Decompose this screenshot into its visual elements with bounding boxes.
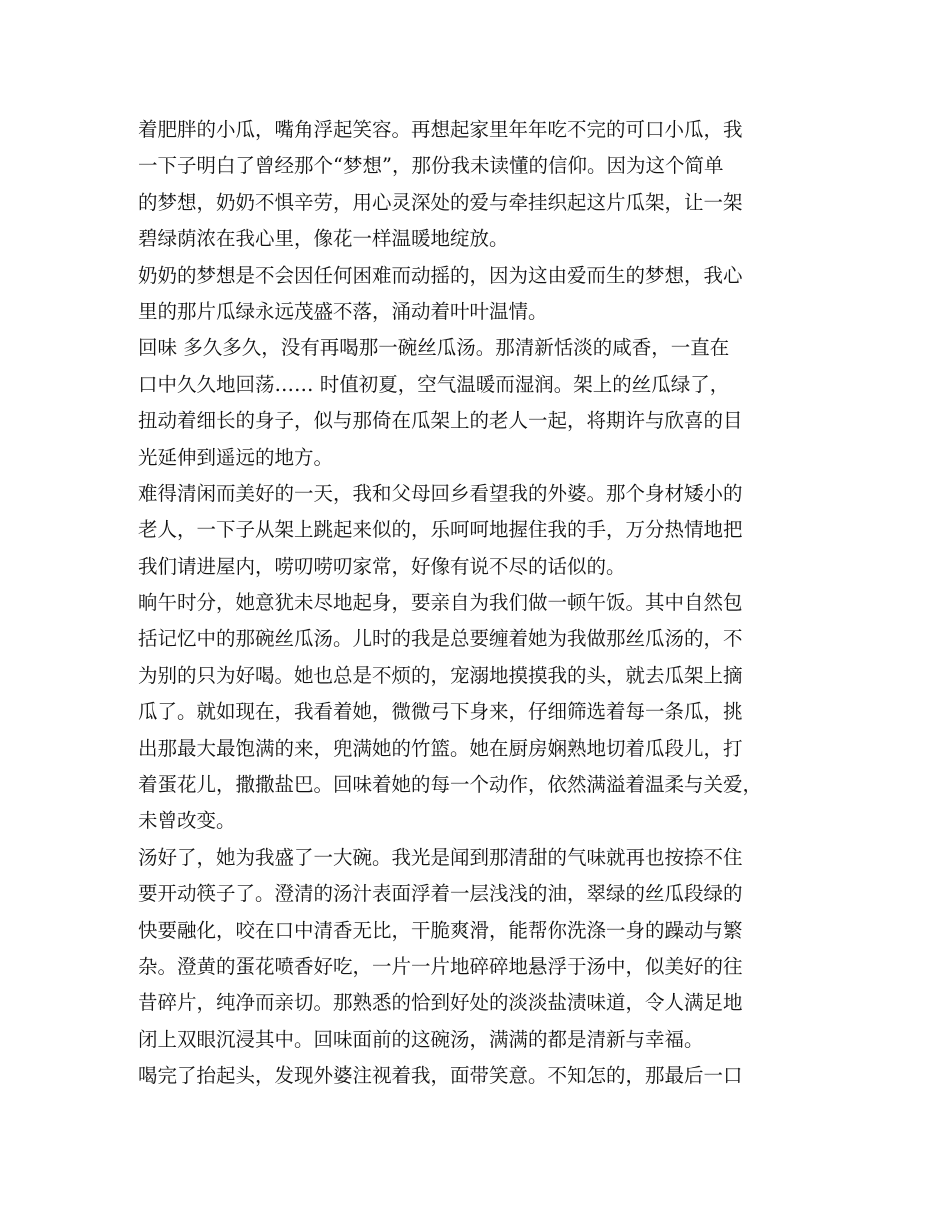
text-line: 一下子明白了曾经那个“梦想”，那份我未读懂的信仰。因为这个简单 <box>138 154 724 178</box>
text-line: 为别的只为好喝。她也总是不烦的，宠溺地摸摸我的头，就去瓜架上摘 <box>138 663 743 687</box>
text-line: 着蛋花儿，撒撒盐巴。回味着她的每一个动作，依然满溢着温柔与关爱， <box>138 773 763 797</box>
text-line: 杂。澄黄的蛋花喷香好吃，一片一片地碎碎地悬浮于汤中，似美好的往 <box>138 954 743 978</box>
text-line: 汤好了，她为我盛了一大碗。我光是闻到那清甜的气味就再也按捺不住 <box>138 845 743 869</box>
body-text <box>138 112 828 1095</box>
text-line: 晌午时分，她意犹未尽地起身，要亲自为我们做一顿午饭。其中自然包 <box>138 591 743 615</box>
text-line: 奶奶的梦想是不会因任何困难而动摇的，因为这由爱而生的梦想，我心 <box>138 263 743 287</box>
text-line: 闭上双眼沉浸其中。回味面前的这碗汤，满满的都是清新与幸福。 <box>138 1027 704 1051</box>
text-line: 昔碎片，纯净而亲切。那熟悉的恰到好处的淡淡盐渍味道，令人满足地 <box>138 991 743 1015</box>
text-line: 难得清闲而美好的一天，我和父母回乡看望我的外婆。那个身材矮小的 <box>138 481 743 505</box>
text-line: 要开动筷子了。澄清的汤汁表面浮着一层浅浅的油，翠绿的丝瓜段绿的 <box>138 882 743 906</box>
text-line: 出那最大最饱满的来，兜满她的竹篮。她在厨房娴熟地切着瓜段儿，打 <box>138 736 743 760</box>
text-line: 里的那片瓜绿永远茂盛不落，涌动着叶叶温情。 <box>138 299 548 323</box>
text-line: 括记忆中的那碗丝瓜汤。儿时的我是总要缠着她为我做那丝瓜汤的，不 <box>138 627 743 651</box>
text-line: 快要融化，咬在口中清香无比，干脆爽滑，能帮你洗涤一身的躁动与繁 <box>138 918 743 942</box>
text-line: 扭动着细长的身子，似与那倚在瓜架上的老人一起，将期许与欣喜的目 <box>138 409 743 433</box>
text-line: 光延伸到遥远的地方。 <box>138 445 334 469</box>
text-line: 老人，一下子从架上跳起来似的，乐呵呵地握住我的手，万分热情地把 <box>138 518 743 542</box>
text-line: 喝完了抬起头，发现外婆注视着我，面带笑意。不知怎的，那最后一口 <box>138 1064 743 1088</box>
text-line: 碧绿荫浓在我心里，像花一样温暖地绽放。 <box>138 227 509 251</box>
text-line: 着肥胖的小瓜，嘴角浮起笑容。再想起家里年年吃不完的可口小瓜，我 <box>138 118 743 141</box>
text-line: 我们请进屋内，唠叨唠叨家常，好像有说不尽的话似的。 <box>138 554 626 578</box>
text-line: 未曾改变。 <box>138 809 236 833</box>
text-line: 口中久久地回荡…… 时值初夏，空气温暖而湿润。架上的丝瓜绿了， <box>138 372 730 396</box>
text-line: 瓜了。就如现在，我看着她，微微弓下身来，仔细筛选着每一条瓜，挑 <box>138 700 743 724</box>
text-line: 回味 多久多久，没有再喝那一碗丝瓜汤。那清新恬淡的咸香，一直在 <box>138 336 730 360</box>
text-line: 的梦想，奶奶不惧辛劳，用心灵深处的爱与牵挂织起这片瓜架，让一架 <box>138 190 743 214</box>
